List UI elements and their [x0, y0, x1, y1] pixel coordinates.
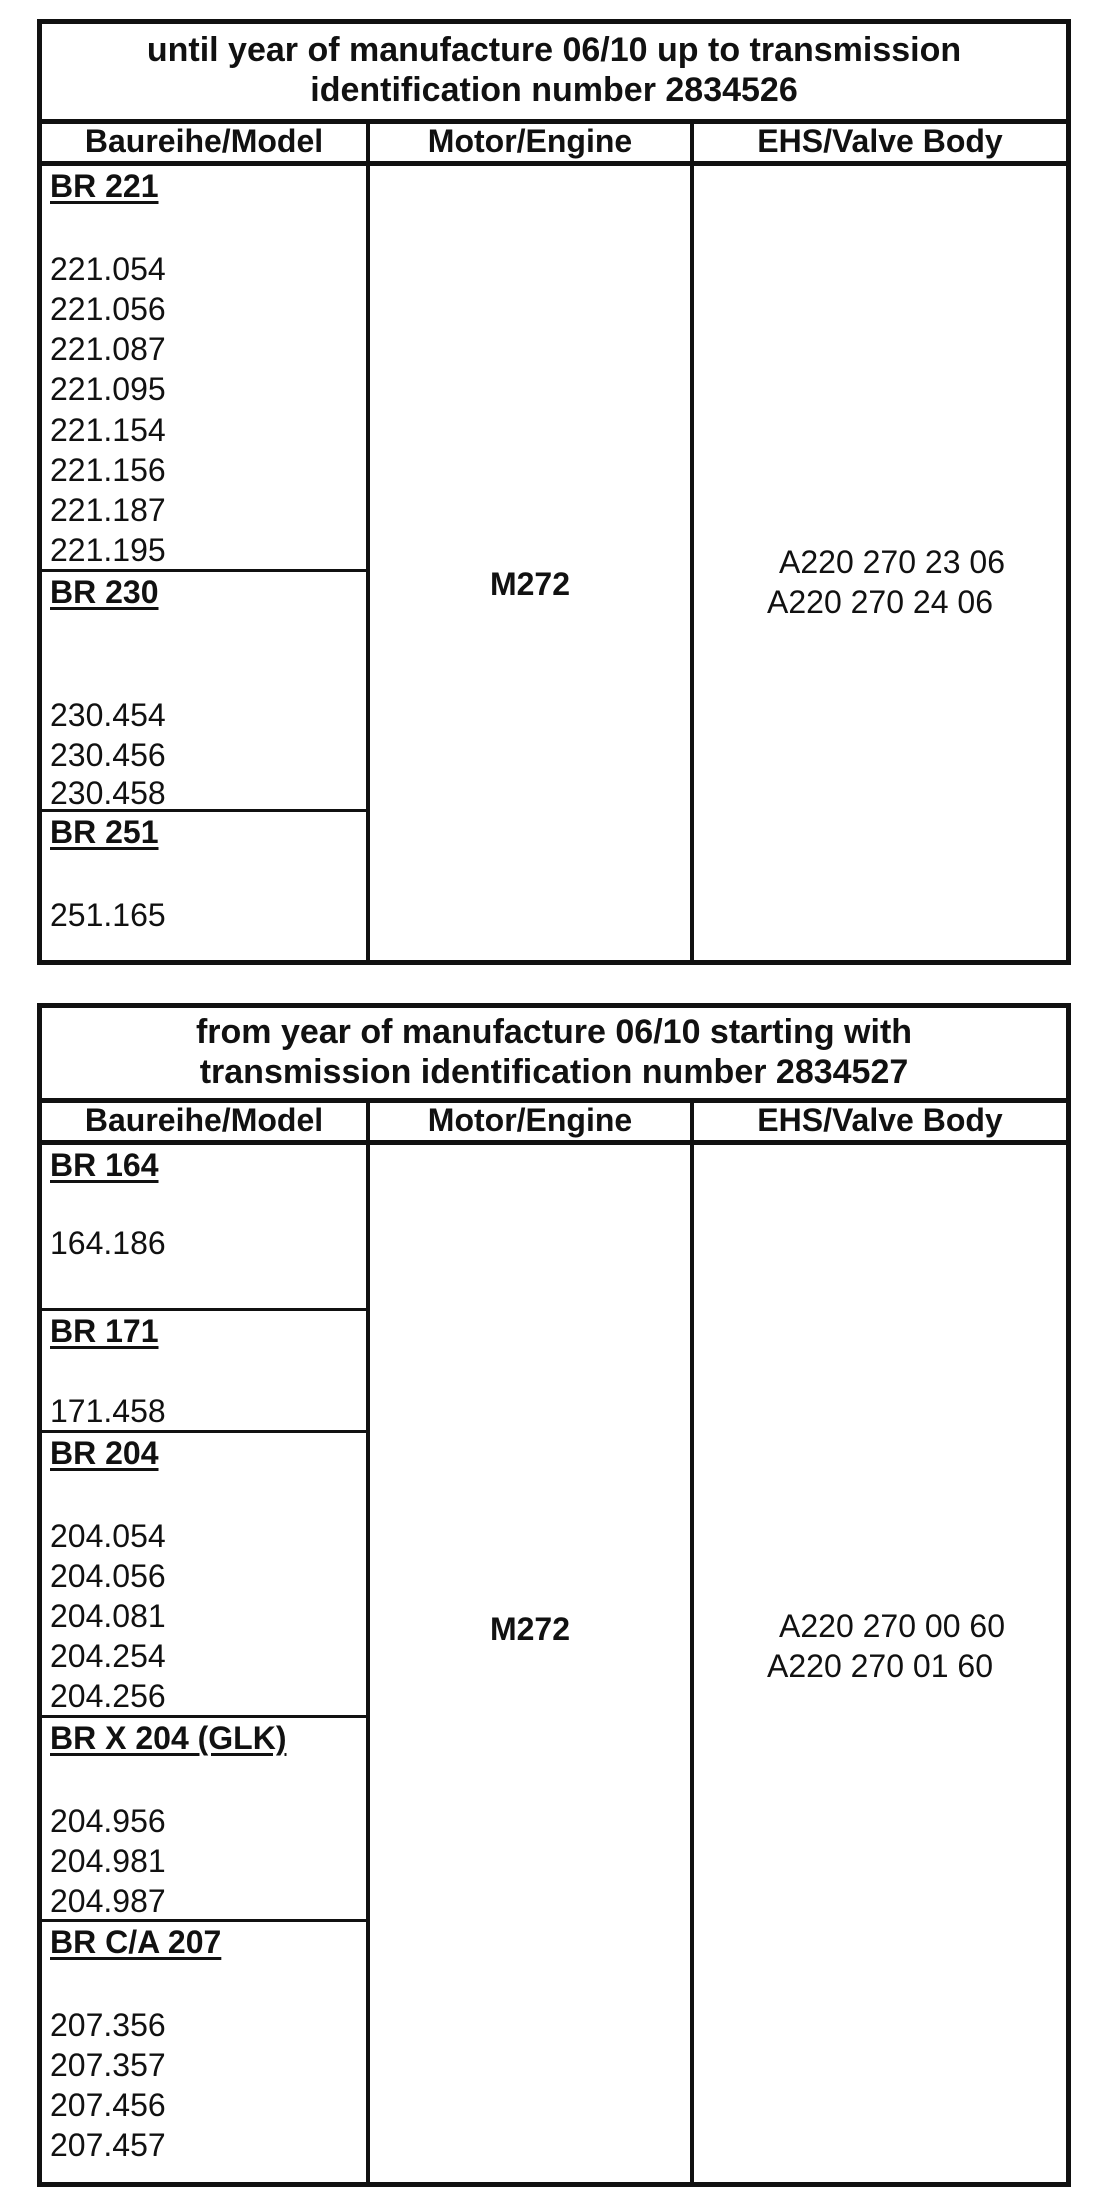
model-code: 221.187 [50, 492, 166, 528]
table-from-2834527 [37, 1003, 1071, 2187]
model-code: 204.254 [50, 1638, 166, 1674]
model-code: 221.156 [50, 452, 166, 488]
model-code: 221.095 [50, 371, 166, 407]
title-line-2: transmission identification number 2834527 [199, 1053, 909, 1091]
model-code: 221.087 [50, 331, 166, 367]
table-title [42, 1008, 1066, 1103]
valve-body-value: A220 270 23 06 [779, 544, 1005, 580]
model-code: 221.054 [50, 251, 166, 287]
model-code: 204.956 [50, 1803, 166, 1839]
header-valve-body: EHS/Valve Body [757, 1102, 1003, 1138]
model-code: 204.054 [50, 1518, 166, 1554]
model-code: 207.356 [50, 2007, 166, 2043]
title-line-2: identification number 2834526 [310, 71, 798, 109]
header-model: Baureihe/Model [42, 124, 370, 161]
model-code: 230.458 [50, 775, 166, 811]
model-code: 164.186 [50, 1225, 166, 1261]
model-group-br-221 [42, 166, 366, 569]
table-body [42, 166, 1066, 960]
model-group-br-171 [42, 1308, 366, 1430]
model-code: 204.981 [50, 1843, 166, 1879]
model-code: 171.458 [50, 1393, 166, 1429]
model-column [42, 1145, 370, 2182]
title-line-1: until year of manufacture 06/10 up to transmission [146, 31, 962, 69]
model-code: 221.056 [50, 291, 166, 327]
model-group-br-ca-207 [42, 1919, 366, 2182]
group-title: BR 251 [50, 814, 159, 850]
table-title [42, 24, 1066, 124]
header-row [42, 1103, 1066, 1145]
model-code: 251.165 [50, 897, 166, 933]
group-title: BR 221 [50, 168, 159, 204]
header-model: Baureihe/Model [42, 1103, 370, 1140]
table-until-2834526 [37, 19, 1071, 965]
group-title: BR 230 [50, 574, 159, 610]
engine-column [370, 166, 694, 960]
engine-column [370, 1145, 694, 2182]
model-code: 204.081 [50, 1598, 166, 1634]
model-code: 207.456 [50, 2087, 166, 2123]
group-title: BR 171 [50, 1313, 159, 1349]
title-line-1: from year of manufacture 06/10 starting with [195, 1013, 913, 1051]
model-code: 204.987 [50, 1883, 166, 1919]
header-row [42, 124, 1066, 166]
table-body [42, 1145, 1066, 2182]
header-valve-body: EHS/Valve Body [757, 123, 1003, 159]
group-title: BR 164 [50, 1147, 159, 1183]
group-title: BR C/A 207 [50, 1924, 222, 1960]
header-engine: Motor/Engine [370, 124, 694, 161]
model-group-br-x204-glk [42, 1715, 366, 1919]
model-code: 207.357 [50, 2047, 166, 2083]
model-group-br-164 [42, 1145, 366, 1308]
model-code: 204.256 [50, 1678, 166, 1714]
valve-body-value: A220 270 01 60 [767, 1648, 993, 1684]
group-title: BR 204 [50, 1435, 159, 1471]
model-code: 204.056 [50, 1558, 166, 1594]
valve-body-value: A220 270 24 06 [767, 584, 993, 620]
engine-value: M272 [489, 1611, 571, 1647]
valve-body-column [694, 166, 1066, 960]
model-group-br-230 [42, 569, 366, 809]
engine-value: M272 [489, 566, 571, 602]
header-engine: Motor/Engine [370, 1103, 694, 1140]
model-group-br-204 [42, 1430, 366, 1715]
model-code: 207.457 [50, 2127, 166, 2163]
valve-body-column [694, 1145, 1066, 2182]
model-code: 221.195 [50, 532, 166, 568]
model-code: 230.456 [50, 737, 166, 773]
group-title: BR X 204 (GLK) [50, 1720, 287, 1756]
model-group-br-251 [42, 809, 366, 960]
model-code: 221.154 [50, 412, 166, 448]
model-column [42, 166, 370, 960]
model-code: 230.454 [50, 697, 166, 733]
valve-body-value: A220 270 00 60 [779, 1608, 1005, 1644]
